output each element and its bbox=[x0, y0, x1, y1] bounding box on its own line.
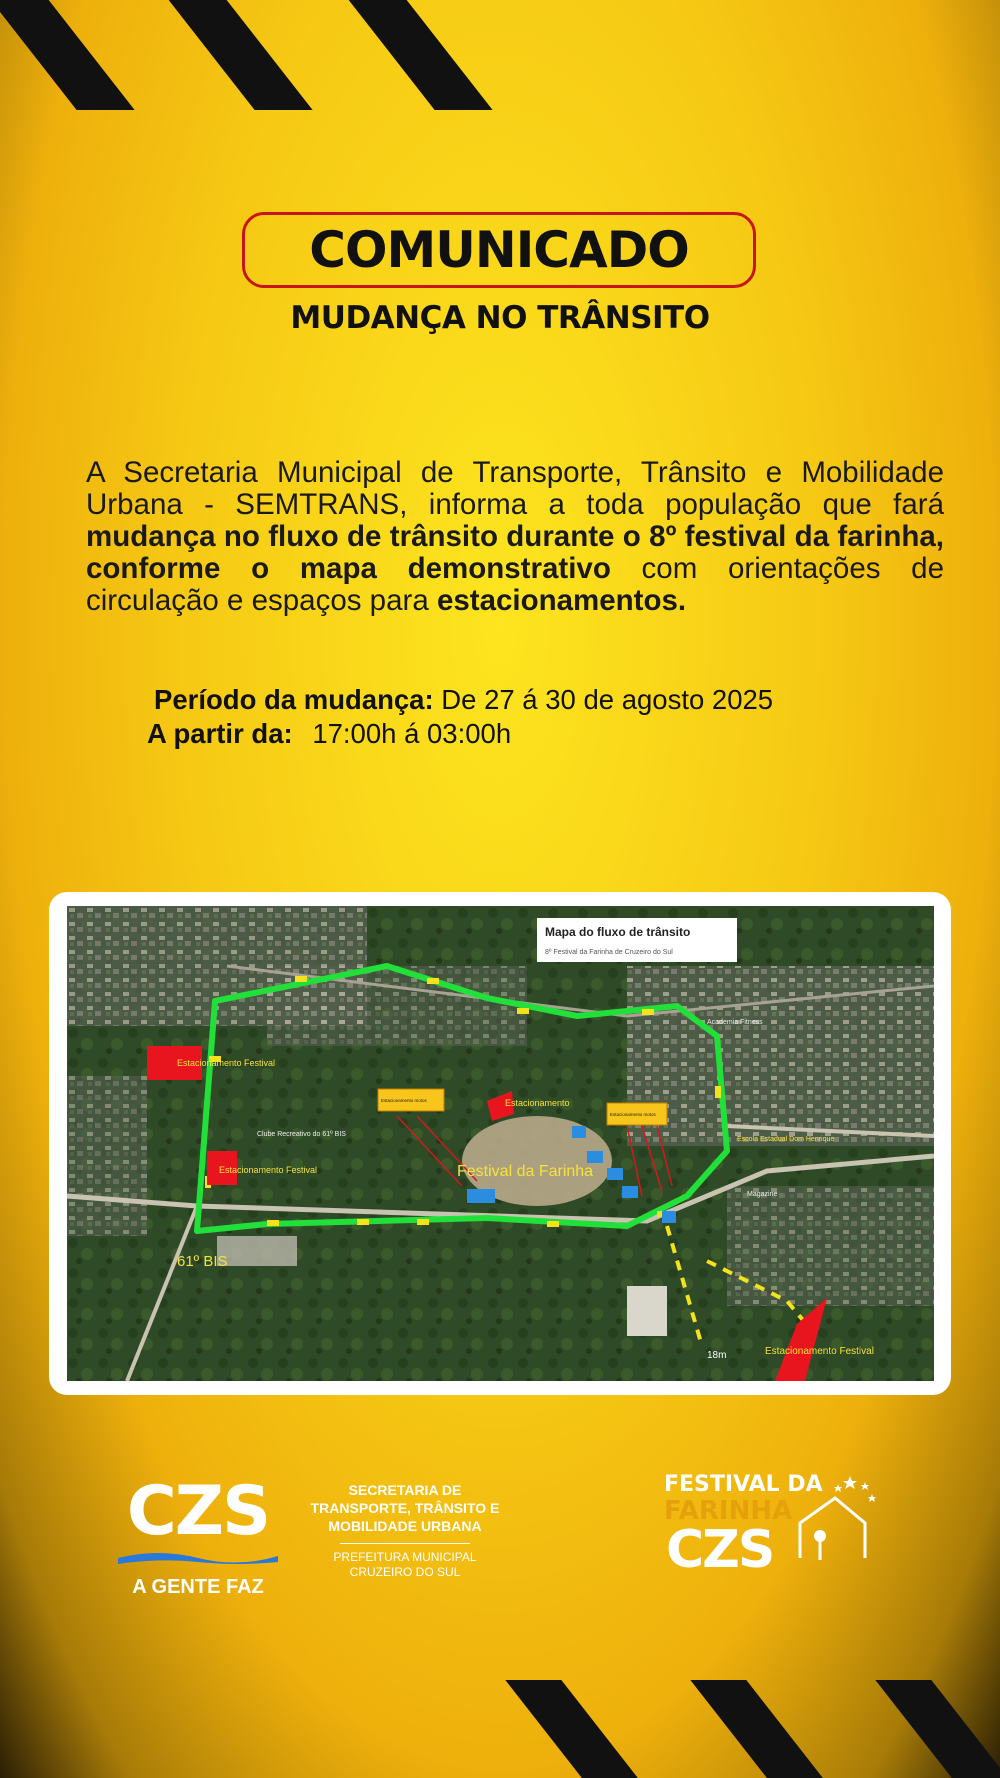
festival-line1: FESTIVAL DA bbox=[664, 1472, 823, 1497]
czs-logo bbox=[118, 1472, 278, 1599]
moto-label: Estacionamento motos bbox=[381, 1098, 427, 1103]
middle-text: com orientações de circulação e espaços para bbox=[86, 552, 944, 617]
period-label: Período da mudança: bbox=[154, 684, 434, 715]
club-label: Clube Recreativo do 61º BIS bbox=[257, 1131, 346, 1138]
festival-label: Festival da Farinha bbox=[457, 1163, 594, 1180]
festival-line2: FARINHA bbox=[664, 1496, 793, 1526]
bis-label: 61º BIS bbox=[177, 1253, 228, 1270]
title-box bbox=[242, 212, 756, 288]
page-subtitle: MUDANÇA NO TRÂNSITO bbox=[290, 300, 710, 336]
legend-title: Mapa do fluxo de trânsito bbox=[545, 925, 691, 939]
highlight-traffic-change: mudança no fluxo de trânsito durante o 8º festival da farinha, conforme o mapa demonstrativo bbox=[86, 520, 944, 585]
prefeitura-line1: PREFEITURA MUNICIPAL bbox=[333, 1550, 477, 1564]
czs-slogan: A GENTE FAZ bbox=[132, 1576, 264, 1598]
highlight-parking: estacionamentos. bbox=[436, 584, 687, 617]
parking-label: Estacionamento Festival bbox=[177, 1058, 276, 1068]
time-line bbox=[147, 718, 511, 750]
time-value: 17:00h á 03:00h bbox=[312, 718, 512, 749]
period-value: De 27 á 30 de agosto 2025 bbox=[441, 684, 774, 715]
secretaria-logo bbox=[300, 1481, 510, 1580]
academy-label: Academia Fitness bbox=[707, 1019, 763, 1026]
moto-label: Estacionamento motos bbox=[610, 1112, 656, 1117]
secretaria-line2: TRANSPORTE, TRÂNSITO E bbox=[310, 1500, 500, 1516]
secretaria-line1: SECRETARIA DE bbox=[348, 1482, 462, 1498]
legend-subtitle: 8º Festival da Farinha de Cruzeiro do Sul bbox=[545, 949, 673, 956]
secretaria-divider bbox=[340, 1543, 470, 1544]
prefeitura-line2: CRUZEIRO DO SUL bbox=[349, 1565, 461, 1579]
festival-logo bbox=[660, 1468, 890, 1578]
time-label: A partir da: bbox=[147, 718, 293, 749]
traffic-map bbox=[67, 906, 934, 1381]
magazine-label: Magazine bbox=[747, 1191, 778, 1198]
period-line bbox=[154, 684, 773, 716]
school-label: Escola Estadual Dom Henrique bbox=[737, 1136, 835, 1143]
secretaria-line3: MOBILIDADE URBANA bbox=[328, 1518, 482, 1534]
distance-label: 18m bbox=[707, 1350, 727, 1361]
czs-logo-text: CZS bbox=[126, 1472, 270, 1551]
czs-logo-wave bbox=[118, 1548, 278, 1566]
intro-text: A Secretaria Municipal de Transporte, Trânsito e Mobilidade Urbana - SEMTRANS, informa a toda população que fará bbox=[86, 456, 944, 521]
parking-label: Estacionamento bbox=[505, 1098, 570, 1108]
page-title: COMUNICADO bbox=[309, 221, 689, 279]
announcement-text bbox=[86, 457, 944, 617]
festival-line3: CZS bbox=[666, 1520, 774, 1580]
parking-label: Estacionamento Festival bbox=[219, 1165, 318, 1175]
parking-label: Estacionamento Festival bbox=[765, 1346, 874, 1357]
